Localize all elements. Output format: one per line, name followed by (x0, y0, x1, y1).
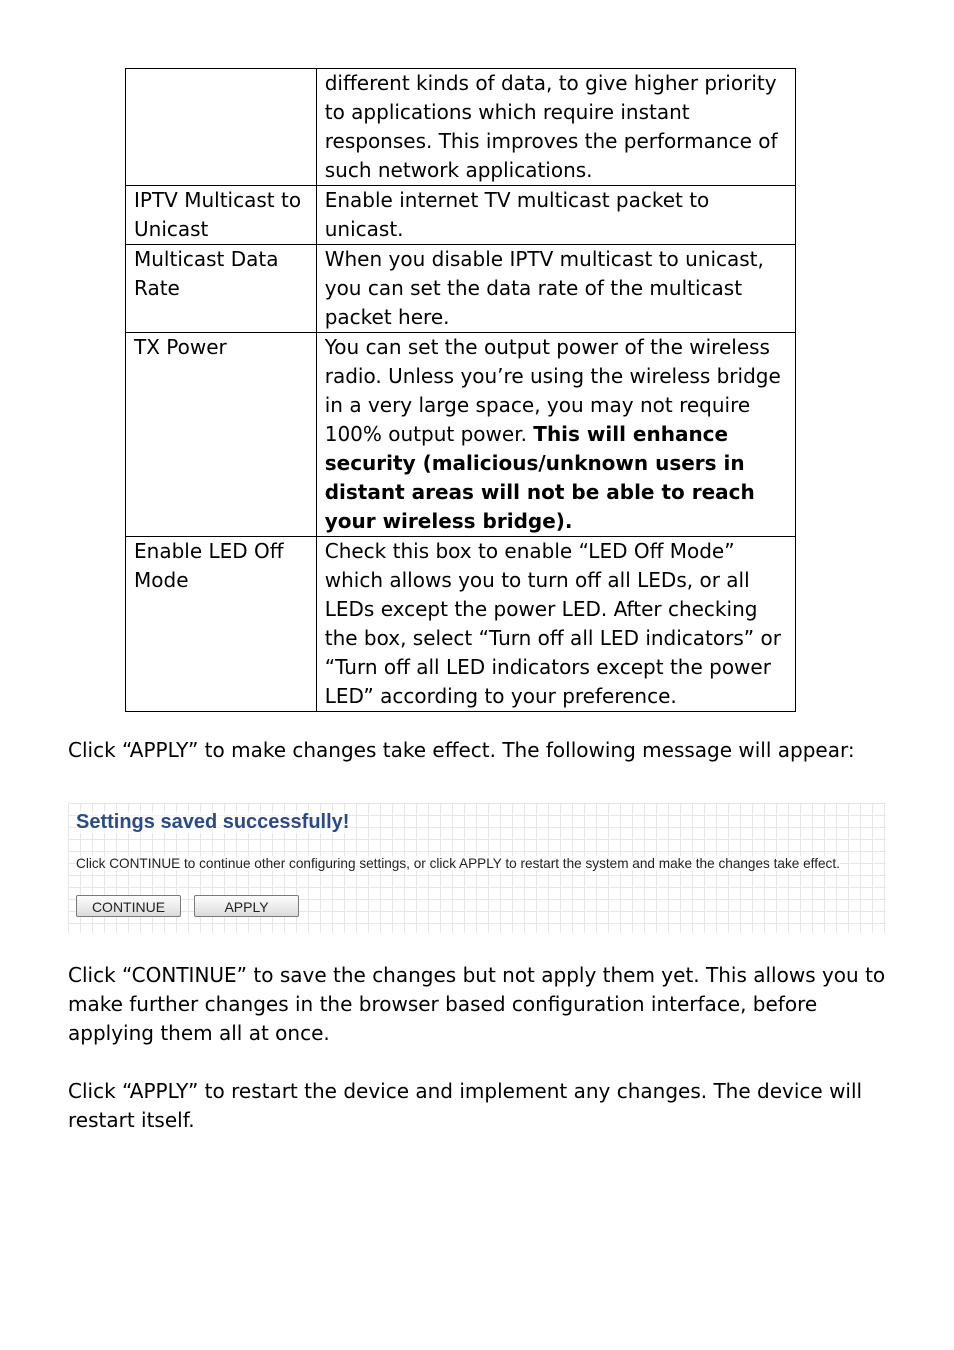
tx-power-bold-text: This will enhance security (malicious/unknown users in distant areas will not be able to reach your wireless bridge). (324, 422, 755, 533)
setting-description: different kinds of data, to give higher priority to applications which require instant responses. This improves the performance of such network applications. (316, 69, 795, 186)
table-row (126, 537, 796, 712)
message-text: Click CONTINUE to continue other configuring settings, or click APPLY to restart the system and make the changes take effect. (76, 856, 840, 871)
setting-name: Multicast Data Rate (126, 245, 317, 333)
table-row (126, 69, 796, 186)
setting-name: TX Power (126, 333, 317, 537)
apply-info-paragraph: Click “APPLY” to restart the device and implement any changes. The device will restart itself. (68, 1079, 863, 1132)
continue-button[interactable]: CONTINUE (76, 895, 181, 917)
setting-name: Enable LED Off Mode (126, 537, 317, 712)
table-row (126, 186, 796, 245)
setting-description (316, 333, 795, 537)
apply-intro-paragraph: Click “APPLY” to make changes take effect. The following message will appear: (68, 738, 855, 762)
setting-name (126, 69, 317, 186)
setting-name: IPTV Multicast to Unicast (126, 186, 317, 245)
setting-description: Enable internet TV multicast packet to unicast. (316, 186, 795, 245)
setting-description: When you disable IPTV multicast to unicast, you can set the data rate of the multicast packet here. (316, 245, 795, 333)
tx-power-text: You can set the output power of the wireless radio. Unless you’re using the wireless bridge in a very large space, you may not require 100% output power. (324, 335, 781, 446)
settings-table (125, 68, 796, 712)
setting-description: Check this box to enable “LED Off Mode” which allows you to turn off all LEDs, or all LEDs except the power LED. After checking the box, select “Turn off all LED indicators” or “Turn off all LED indicators except the power LED” according to your preference. (316, 537, 795, 712)
message-title: Settings saved successfully! (76, 811, 350, 833)
continue-info-paragraph: Click “CONTINUE” to save the changes but not apply them yet. This allows you to make further changes in the browser based configuration interface, before applying them all at once. (68, 963, 886, 1045)
apply-button[interactable]: APPLY (194, 895, 299, 917)
table-row (126, 245, 796, 333)
settings-saved-message-screenshot (68, 803, 886, 933)
table-row (126, 333, 796, 537)
